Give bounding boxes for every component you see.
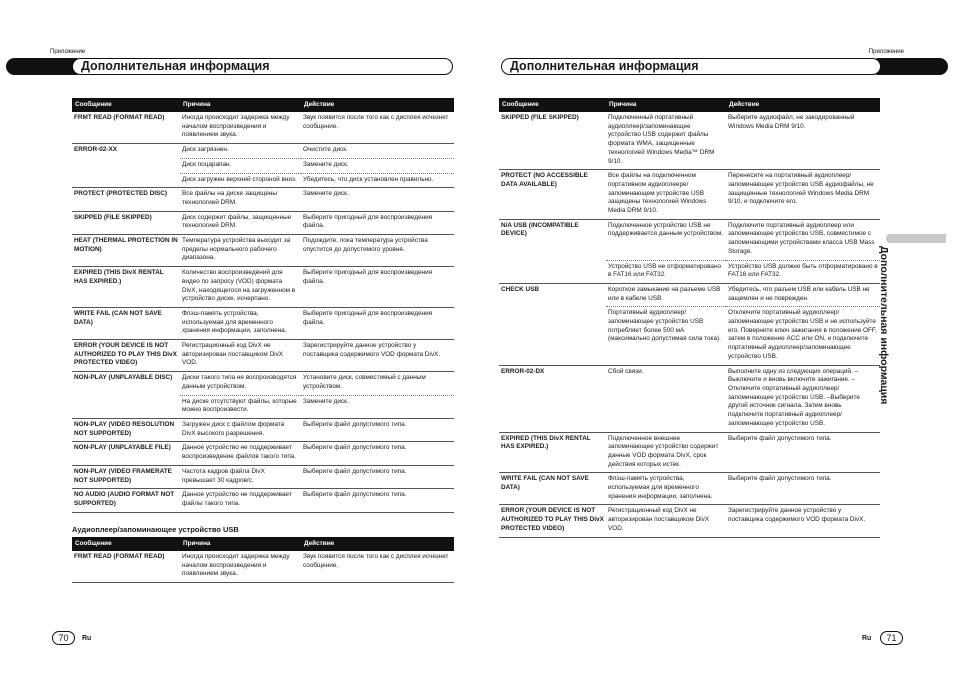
column-header-action: Действие [726, 98, 880, 112]
page-title: Дополнительная информация [72, 58, 453, 75]
cause-cell: Диск загрязнен. [180, 144, 301, 159]
message-cell: WRITE FAIL (CAN NOT SAVE DATA) [72, 307, 180, 339]
action-cell: Установите диск, совместимый с данным устройством. [301, 372, 454, 395]
table-row [499, 170, 880, 220]
message-cell: SKIPPED (FILE SKIPPED) [499, 112, 606, 170]
action-cell: Устройство USB должно быть отформатировано в FAT16 или FAT32. [726, 260, 880, 283]
cause-cell: Подключенное внешнее запоминающее устройство содержит данные VOD формата DivX, срок действия которых истек. [606, 432, 726, 473]
action-cell: Отключите портативный аудиоплеер/запоминающее устройство USB и не используйте его. Поверните ключ зажигания в положение OFF, затем в положение ACC или ON, и подключите портативный аудиоплеер/запоминающее устройство USB. [726, 307, 880, 365]
message-cell: NON-PLAY (VIDEO RESOLUTION NOT SUPPORTED) [72, 418, 180, 441]
column-header-message: Сообщение [499, 98, 606, 112]
table-row [72, 144, 454, 159]
cause-cell: Все файлы на подключенном портативном аудиоплеере/запоминающем устройстве USB защищены технологией Windows Media DRM 9/10. [606, 170, 726, 220]
action-cell: Выберите файл допустимого типа. [301, 465, 454, 488]
action-cell: Выберите файл допустимого типа. [301, 442, 454, 465]
message-cell: NO AUDIO (AUDIO FORMAT NOT SUPPORTED) [72, 489, 180, 512]
cause-cell: Флэш-память устройства, используемая для временного хранения информации, заполнена. [180, 307, 301, 339]
message-cell [499, 260, 606, 283]
message-cell: HEAT (THERMAL PROTECTION IN MOTION) [72, 235, 180, 267]
message-cell: NON-PLAY (UNPLAYABLE FILE) [72, 442, 180, 465]
action-cell: Звук появится после того как с дисплея исчезнет сообщение. [301, 551, 454, 583]
table-row [72, 551, 454, 583]
messages-table [72, 98, 454, 513]
cause-cell: Короткое замыкание на разъеме USB или в кабеле USB. [606, 283, 726, 306]
message-cell: FRMT READ (FORMAT READ) [72, 112, 180, 144]
language-code: Ru [862, 635, 872, 642]
usb-messages-table [72, 537, 454, 583]
message-cell: SKIPPED (FILE SKIPPED) [72, 211, 180, 234]
message-cell: NON-PLAY (VIDEO FRAMERATE NOT SUPPORTED) [72, 465, 180, 488]
column-header-message: Сообщение [72, 537, 180, 551]
table-row [72, 235, 454, 267]
column-header-cause: Причина [180, 98, 301, 112]
action-cell: Звук появится после того как с дисплея исчезнет сообщение. [301, 112, 454, 144]
cause-cell: Подключенное устройство USB не поддерживается данным устройством. [606, 219, 726, 260]
action-cell: Перенесите на портативный аудиоплеер/запоминающее устройство USB аудиофайлы, не защищенные технологией Windows Media DRM 9/10, и подключите его. [726, 170, 880, 220]
side-tab-marker [886, 234, 946, 243]
cause-cell: Сбой связи. [606, 365, 726, 432]
table-row [72, 112, 454, 144]
side-tab-text: Дополнительная информация [878, 246, 890, 405]
table-row [72, 211, 454, 234]
language-code: Ru [82, 635, 92, 642]
message-cell: ERROR (YOUR DEVICE IS NOT AUTHORIZED TO PLAY THIS DivX PROTECTED VIDEO) [499, 505, 606, 537]
table-row [499, 219, 880, 260]
table-row [499, 283, 880, 306]
message-cell [72, 173, 180, 188]
cause-cell: Количество воспроизведений для видео по запросу (VOD) формата DivX, находящегося на загруженном в устройство диске, исчерпано. [180, 267, 301, 308]
table-row [499, 473, 880, 505]
action-cell: Убедитесь, что диск установлен правильно. [301, 173, 454, 188]
action-cell: Выберите пригодный для воспроизведения файла. [301, 267, 454, 308]
column-header-action: Действие [301, 537, 454, 551]
cause-cell: Иногда происходит задержка между началом воспроизведения и появлением звука. [180, 551, 301, 583]
cause-cell: Подключенный портативный аудиоплеер/запоминающее устройство USB содержит файлы формата WMA, защищенные технологией Windows Media™ DRM 9/10. [606, 112, 726, 170]
action-cell: Замените диск. [301, 158, 454, 173]
cause-cell: Все файлы на диске защищены технологией DRM. [180, 188, 301, 211]
message-cell: ERROR (YOUR DEVICE IS NOT AUTHORIZED TO PLAY THIS DivX PROTECTED VIDEO) [72, 340, 180, 372]
table-row [72, 307, 454, 339]
table-row [499, 432, 880, 473]
table-header-row [72, 98, 454, 112]
table-row [499, 112, 880, 170]
message-cell [72, 395, 180, 418]
message-cell: PROTECT (PROTECTED DISC) [72, 188, 180, 211]
action-cell: Выберите пригодный для воспроизведения файла. [301, 307, 454, 339]
table-row [72, 340, 454, 372]
table-row [72, 173, 454, 188]
page-number: 71 [880, 631, 903, 645]
action-cell: Выберите пригодный для воспроизведения файла. [301, 211, 454, 234]
side-tab-label [878, 246, 918, 405]
table-header-row [499, 98, 880, 112]
action-cell: Подождите, пока температура устройства опустится до допустимого уровня. [301, 235, 454, 267]
message-cell: PROTECT (NO ACCESSIBLE DATA AVAILABLE) [499, 170, 606, 220]
cause-cell: Данное устройство не поддерживает файлы такого типа. [180, 489, 301, 512]
action-cell: Замените диск. [301, 188, 454, 211]
table-row [72, 418, 454, 441]
subsection-heading: Аудиоплеер/запоминающее устройство USB [72, 525, 239, 534]
message-cell: N/A USB (INCOMPATIBLE DEVICE) [501, 221, 579, 238]
cause-cell: Диск поцарапан. [180, 158, 301, 173]
table-row [499, 505, 880, 537]
cause-cell: Регистрационный код DivX не авторизирован поставщиком DivX VOD. [606, 505, 726, 537]
section-label: Приложение [868, 49, 904, 55]
message-cell [499, 307, 606, 365]
message-cell: EXPIRED (THIS DivX RENTAL HAS EXPIRED.) [72, 267, 180, 308]
right-page [477, 0, 954, 693]
action-cell: Выберите файл допустимого типа. [301, 489, 454, 512]
column-header-cause: Причина [606, 98, 726, 112]
section-label: Приложение [50, 49, 86, 55]
messages-table [499, 98, 880, 538]
message-cell: NON-PLAY (UNPLAYABLE DISC) [74, 374, 173, 382]
message-cell [72, 158, 180, 173]
action-cell: Зарегистрируйте данное устройство у поставщика содержимого VOD формата DivX. [301, 340, 454, 372]
action-cell: Очистите диск. [301, 144, 454, 159]
cause-cell: Загружен диск с файлом формата DivX высокого разрешения. [180, 418, 301, 441]
action-cell: Выберите аудиофайл, не закодированный Windows Media DRM 9/10. [726, 112, 880, 170]
cause-cell: Флэш-память устройства, используемая для временного хранения информации, заполнена. [606, 473, 726, 505]
cause-cell: Устройство USB не отформатировано в FAT16 или FAT32. [606, 260, 726, 283]
table-row [72, 489, 454, 512]
message-cell: ERROR-02-DX [499, 365, 606, 432]
cause-cell: На диске отсутствуют файлы, которые можно воспроизвести. [180, 395, 301, 418]
cause-cell: Температура устройства выходит за пределы нормального рабочего диапазона. [180, 235, 301, 267]
message-cell: CHECK USB [501, 285, 539, 293]
column-header-action: Действие [301, 98, 454, 112]
action-cell: Зарегистрируйте данное устройство у поставщика содержимого VOD формата DivX. [726, 505, 880, 537]
action-cell: Подключите портативный аудиоплеер или запоминающее устройство USB, совместимое с запоминающими устройствами класса USB Mass Storage. [726, 219, 880, 260]
table-row [72, 395, 454, 418]
action-cell: Выберите файл допустимого типа. [301, 418, 454, 441]
cause-cell: Портативный аудиоплеер/запоминающее устройство USB потребляет более 500 мА (максимально допустимая сила тока). [606, 307, 726, 365]
cause-cell: Диск загружен верхней стороной вниз. [180, 173, 301, 188]
header-black-tab [870, 58, 948, 75]
table-row [499, 365, 880, 432]
action-cell: Замените диск. [301, 395, 454, 418]
message-cell: FRMT READ (FORMAT READ) [72, 551, 180, 583]
cause-cell: Иногда происходит задержка между началом воспроизведения и появлением звука. [180, 112, 301, 144]
page-number: 70 [52, 631, 75, 645]
message-cell: WRITE FAIL (CAN NOT SAVE DATA) [499, 473, 606, 505]
table-row [499, 307, 880, 365]
cause-cell: Данное устройство не поддерживает воспроизведение файлов такого типа. [180, 442, 301, 465]
table-row [72, 158, 454, 173]
column-header-message: Сообщение [72, 98, 180, 112]
table-row [72, 465, 454, 488]
table-row [72, 372, 454, 395]
table-row [499, 260, 880, 283]
table-row [72, 267, 454, 308]
table-header-row [72, 537, 454, 551]
cause-cell: Диски такого типа не воспроизводятся данным устройством. [180, 372, 301, 395]
page-title: Дополнительная информация [501, 58, 881, 75]
action-cell: Убедитесь, что разъем USB или кабель USB не защемлен и не поврежден. [726, 283, 880, 306]
cause-cell: Регистрационный код DivX не авторизирован поставщиком DivX VOD. [180, 340, 301, 372]
table-row [72, 442, 454, 465]
message-cell: ERROR-02-XX [74, 146, 117, 154]
column-header-cause: Причина [180, 537, 301, 551]
action-cell: Выполните одну из следующих операций. –Выключите и вновь включите зажигание. –Отключите портативный аудиоплеер/запоминающее устройство USB. –Выберите другой источник сигнала. Затем вновь подключите портативный аудиоплеер/запоминающее устройство USB. [726, 365, 880, 432]
cause-cell: Частота кадров файла DivX превышает 30 кадров/с. [180, 465, 301, 488]
table-row [72, 188, 454, 211]
message-cell: EXPIRED (THIS DivX RENTAL HAS EXPIRED.) [499, 432, 606, 473]
action-cell: Выберите файл допустимого типа. [726, 432, 880, 473]
cause-cell: Диск содержит файлы, защищенные технологией DRM. [180, 211, 301, 234]
action-cell: Выберите файл допустимого типа. [726, 473, 880, 505]
